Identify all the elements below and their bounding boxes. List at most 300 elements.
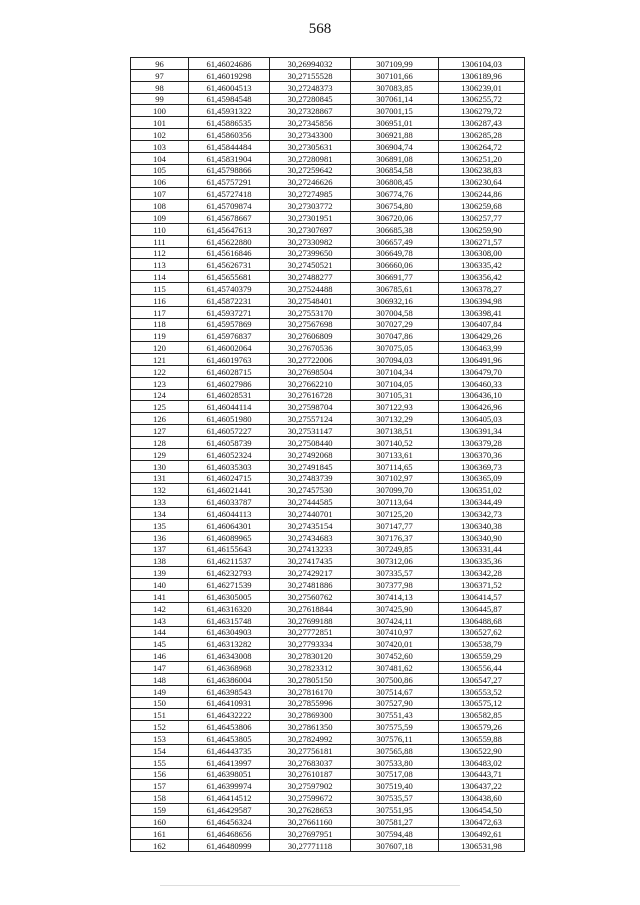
point-number-cell: 144 bbox=[131, 626, 189, 638]
point-number-cell: 124 bbox=[131, 389, 189, 401]
longitude-cell: 30,27444585 bbox=[270, 496, 351, 508]
y-coordinate-cell: 1306538,79 bbox=[439, 638, 525, 650]
latitude-cell: 61,46468656 bbox=[189, 827, 270, 839]
table-row bbox=[131, 448, 525, 460]
y-coordinate-cell: 1306479,70 bbox=[439, 365, 525, 377]
y-coordinate-cell: 1306378,27 bbox=[439, 283, 525, 295]
y-coordinate-cell: 1306356,42 bbox=[439, 271, 525, 283]
point-number-cell: 101 bbox=[131, 117, 189, 129]
y-coordinate-cell: 1306308,00 bbox=[439, 247, 525, 259]
x-coordinate-cell: 307101,66 bbox=[351, 69, 439, 81]
longitude-cell: 30,27830120 bbox=[270, 650, 351, 662]
longitude-cell: 30,26994032 bbox=[270, 58, 351, 70]
y-coordinate-cell: 1306365,09 bbox=[439, 472, 525, 484]
latitude-cell: 61,45622880 bbox=[189, 235, 270, 247]
point-number-cell: 134 bbox=[131, 508, 189, 520]
x-coordinate-cell: 306785,61 bbox=[351, 283, 439, 295]
table-row bbox=[131, 247, 525, 259]
point-number-cell: 112 bbox=[131, 247, 189, 259]
longitude-cell: 30,27610187 bbox=[270, 768, 351, 780]
y-coordinate-cell: 1306371,52 bbox=[439, 579, 525, 591]
x-coordinate-cell: 307312,06 bbox=[351, 555, 439, 567]
longitude-cell: 30,27413233 bbox=[270, 543, 351, 555]
point-number-cell: 126 bbox=[131, 413, 189, 425]
table-row bbox=[131, 259, 525, 271]
latitude-cell: 61,46271539 bbox=[189, 579, 270, 591]
point-number-cell: 158 bbox=[131, 792, 189, 804]
latitude-cell: 61,46155643 bbox=[189, 543, 270, 555]
table-row bbox=[131, 697, 525, 709]
y-coordinate-cell: 1306251,20 bbox=[439, 152, 525, 164]
x-coordinate-cell: 307138,51 bbox=[351, 425, 439, 437]
latitude-cell: 61,45872231 bbox=[189, 294, 270, 306]
x-coordinate-cell: 306774,76 bbox=[351, 188, 439, 200]
y-coordinate-cell: 1306189,96 bbox=[439, 69, 525, 81]
longitude-cell: 30,27599672 bbox=[270, 792, 351, 804]
x-coordinate-cell: 307377,98 bbox=[351, 579, 439, 591]
table-row bbox=[131, 650, 525, 662]
point-number-cell: 99 bbox=[131, 93, 189, 105]
latitude-cell: 61,45616846 bbox=[189, 247, 270, 259]
latitude-cell: 61,45957869 bbox=[189, 318, 270, 330]
point-number-cell: 121 bbox=[131, 354, 189, 366]
x-coordinate-cell: 307424,11 bbox=[351, 614, 439, 626]
table-row bbox=[131, 756, 525, 768]
point-number-cell: 154 bbox=[131, 744, 189, 756]
x-coordinate-cell: 307105,31 bbox=[351, 389, 439, 401]
longitude-cell: 30,27328867 bbox=[270, 105, 351, 117]
table-row bbox=[131, 816, 525, 828]
point-number-cell: 108 bbox=[131, 200, 189, 212]
point-number-cell: 103 bbox=[131, 140, 189, 152]
point-number-cell: 127 bbox=[131, 425, 189, 437]
x-coordinate-cell: 307249,85 bbox=[351, 543, 439, 555]
longitude-cell: 30,27248373 bbox=[270, 81, 351, 93]
table-row bbox=[131, 484, 525, 496]
point-number-cell: 120 bbox=[131, 342, 189, 354]
latitude-cell: 61,46429587 bbox=[189, 804, 270, 816]
table-row bbox=[131, 531, 525, 543]
point-number-cell: 118 bbox=[131, 318, 189, 330]
table-row bbox=[131, 93, 525, 105]
x-coordinate-cell: 307594,48 bbox=[351, 827, 439, 839]
table-row bbox=[131, 579, 525, 591]
y-coordinate-cell: 1306398,41 bbox=[439, 306, 525, 318]
point-number-cell: 149 bbox=[131, 685, 189, 697]
table-row bbox=[131, 839, 525, 851]
longitude-cell: 30,27771118 bbox=[270, 839, 351, 851]
point-number-cell: 156 bbox=[131, 768, 189, 780]
y-coordinate-cell: 1306369,73 bbox=[439, 460, 525, 472]
y-coordinate-cell: 1306391,34 bbox=[439, 425, 525, 437]
longitude-cell: 30,27855996 bbox=[270, 697, 351, 709]
latitude-cell: 61,45931322 bbox=[189, 105, 270, 117]
y-coordinate-cell: 1306437,22 bbox=[439, 780, 525, 792]
latitude-cell: 61,46024715 bbox=[189, 472, 270, 484]
table-row bbox=[131, 508, 525, 520]
table-row bbox=[131, 709, 525, 721]
longitude-cell: 30,27597902 bbox=[270, 780, 351, 792]
point-number-cell: 146 bbox=[131, 650, 189, 662]
x-coordinate-cell: 306720,06 bbox=[351, 211, 439, 223]
x-coordinate-cell: 306657,49 bbox=[351, 235, 439, 247]
x-coordinate-cell: 307099,70 bbox=[351, 484, 439, 496]
latitude-cell: 61,46002064 bbox=[189, 342, 270, 354]
table-row bbox=[131, 437, 525, 449]
table-row bbox=[131, 685, 525, 697]
longitude-cell: 30,27699188 bbox=[270, 614, 351, 626]
x-coordinate-cell: 307452,60 bbox=[351, 650, 439, 662]
latitude-cell: 61,45860356 bbox=[189, 129, 270, 141]
latitude-cell: 61,46456324 bbox=[189, 816, 270, 828]
table-row bbox=[131, 211, 525, 223]
longitude-cell: 30,27805150 bbox=[270, 673, 351, 685]
table-row bbox=[131, 638, 525, 650]
longitude-cell: 30,27434683 bbox=[270, 531, 351, 543]
longitude-cell: 30,27756181 bbox=[270, 744, 351, 756]
x-coordinate-cell: 307551,43 bbox=[351, 709, 439, 721]
table-row bbox=[131, 377, 525, 389]
point-number-cell: 122 bbox=[131, 365, 189, 377]
y-coordinate-cell: 1306463,99 bbox=[439, 342, 525, 354]
table-row bbox=[131, 389, 525, 401]
latitude-cell: 61,46398543 bbox=[189, 685, 270, 697]
latitude-cell: 61,46410931 bbox=[189, 697, 270, 709]
table-row bbox=[131, 768, 525, 780]
y-coordinate-cell: 1306335,42 bbox=[439, 259, 525, 271]
longitude-cell: 30,27553170 bbox=[270, 306, 351, 318]
y-coordinate-cell: 1306370,36 bbox=[439, 448, 525, 460]
latitude-cell: 61,46089965 bbox=[189, 531, 270, 543]
longitude-cell: 30,27307697 bbox=[270, 223, 351, 235]
table-row bbox=[131, 164, 525, 176]
x-coordinate-cell: 307004,58 bbox=[351, 306, 439, 318]
point-number-cell: 132 bbox=[131, 484, 189, 496]
longitude-cell: 30,27246626 bbox=[270, 176, 351, 188]
x-coordinate-cell: 307083,85 bbox=[351, 81, 439, 93]
point-number-cell: 153 bbox=[131, 733, 189, 745]
longitude-cell: 30,27557124 bbox=[270, 413, 351, 425]
table-row bbox=[131, 744, 525, 756]
point-number-cell: 117 bbox=[131, 306, 189, 318]
latitude-cell: 61,45678667 bbox=[189, 211, 270, 223]
latitude-cell: 61,46480999 bbox=[189, 839, 270, 851]
point-number-cell: 106 bbox=[131, 176, 189, 188]
latitude-cell: 61,45798866 bbox=[189, 164, 270, 176]
y-coordinate-cell: 1306579,26 bbox=[439, 721, 525, 733]
y-coordinate-cell: 1306436,10 bbox=[439, 389, 525, 401]
latitude-cell: 61,46028715 bbox=[189, 365, 270, 377]
x-coordinate-cell: 307575,59 bbox=[351, 721, 439, 733]
table-row bbox=[131, 614, 525, 626]
longitude-cell: 30,27274985 bbox=[270, 188, 351, 200]
x-coordinate-cell: 306808,45 bbox=[351, 176, 439, 188]
y-coordinate-cell: 1306331,44 bbox=[439, 543, 525, 555]
point-number-cell: 128 bbox=[131, 437, 189, 449]
table-row bbox=[131, 365, 525, 377]
point-number-cell: 116 bbox=[131, 294, 189, 306]
table-row bbox=[131, 413, 525, 425]
longitude-cell: 30,27869300 bbox=[270, 709, 351, 721]
table-row bbox=[131, 519, 525, 531]
longitude-cell: 30,27793334 bbox=[270, 638, 351, 650]
latitude-cell: 61,46313282 bbox=[189, 638, 270, 650]
latitude-cell: 61,46028531 bbox=[189, 389, 270, 401]
y-coordinate-cell: 1306335,36 bbox=[439, 555, 525, 567]
point-number-cell: 133 bbox=[131, 496, 189, 508]
longitude-cell: 30,27440701 bbox=[270, 508, 351, 520]
y-coordinate-cell: 1306460,33 bbox=[439, 377, 525, 389]
latitude-cell: 61,46021441 bbox=[189, 484, 270, 496]
y-coordinate-cell: 1306407,84 bbox=[439, 318, 525, 330]
point-number-cell: 119 bbox=[131, 330, 189, 342]
longitude-cell: 30,27823312 bbox=[270, 662, 351, 674]
x-coordinate-cell: 307607,18 bbox=[351, 839, 439, 851]
table-row bbox=[131, 152, 525, 164]
x-coordinate-cell: 307147,77 bbox=[351, 519, 439, 531]
y-coordinate-cell: 1306379,28 bbox=[439, 437, 525, 449]
longitude-cell: 30,27683037 bbox=[270, 756, 351, 768]
table-row bbox=[131, 223, 525, 235]
table-row bbox=[131, 662, 525, 674]
longitude-cell: 30,27155528 bbox=[270, 69, 351, 81]
latitude-cell: 61,46413997 bbox=[189, 756, 270, 768]
latitude-cell: 61,45655681 bbox=[189, 271, 270, 283]
y-coordinate-cell: 1306443,71 bbox=[439, 768, 525, 780]
coordinates-table-body bbox=[131, 58, 525, 852]
longitude-cell: 30,27670536 bbox=[270, 342, 351, 354]
x-coordinate-cell: 306951,01 bbox=[351, 117, 439, 129]
y-coordinate-cell: 1306527,62 bbox=[439, 626, 525, 638]
point-number-cell: 130 bbox=[131, 460, 189, 472]
longitude-cell: 30,27560762 bbox=[270, 590, 351, 602]
x-coordinate-cell: 307109,99 bbox=[351, 58, 439, 70]
table-row bbox=[131, 140, 525, 152]
table-row bbox=[131, 129, 525, 141]
latitude-cell: 61,46027986 bbox=[189, 377, 270, 389]
point-number-cell: 135 bbox=[131, 519, 189, 531]
x-coordinate-cell: 307094,03 bbox=[351, 354, 439, 366]
longitude-cell: 30,27662210 bbox=[270, 377, 351, 389]
latitude-cell: 61,46453806 bbox=[189, 721, 270, 733]
x-coordinate-cell: 307551,95 bbox=[351, 804, 439, 816]
latitude-cell: 61,46315748 bbox=[189, 614, 270, 626]
x-coordinate-cell: 307027,29 bbox=[351, 318, 439, 330]
table-row bbox=[131, 200, 525, 212]
x-coordinate-cell: 306691,77 bbox=[351, 271, 439, 283]
point-number-cell: 150 bbox=[131, 697, 189, 709]
x-coordinate-cell: 307420,01 bbox=[351, 638, 439, 650]
y-coordinate-cell: 1306287,43 bbox=[439, 117, 525, 129]
y-coordinate-cell: 1306279,72 bbox=[439, 105, 525, 117]
y-coordinate-cell: 1306522,90 bbox=[439, 744, 525, 756]
y-coordinate-cell: 1306559,88 bbox=[439, 733, 525, 745]
y-coordinate-cell: 1306438,60 bbox=[439, 792, 525, 804]
point-number-cell: 129 bbox=[131, 448, 189, 460]
table-row bbox=[131, 105, 525, 117]
point-number-cell: 142 bbox=[131, 602, 189, 614]
latitude-cell: 61,46343008 bbox=[189, 650, 270, 662]
table-row bbox=[131, 673, 525, 685]
y-coordinate-cell: 1306230,64 bbox=[439, 176, 525, 188]
latitude-cell: 61,45831904 bbox=[189, 152, 270, 164]
y-coordinate-cell: 1306342,73 bbox=[439, 508, 525, 520]
table-row bbox=[131, 176, 525, 188]
x-coordinate-cell: 307581,27 bbox=[351, 816, 439, 828]
x-coordinate-cell: 306649,78 bbox=[351, 247, 439, 259]
x-coordinate-cell: 307517,08 bbox=[351, 768, 439, 780]
x-coordinate-cell: 307410,97 bbox=[351, 626, 439, 638]
x-coordinate-cell: 306904,74 bbox=[351, 140, 439, 152]
table-row bbox=[131, 543, 525, 555]
latitude-cell: 61,45709874 bbox=[189, 200, 270, 212]
y-coordinate-cell: 1306547,27 bbox=[439, 673, 525, 685]
latitude-cell: 61,45844484 bbox=[189, 140, 270, 152]
table-row bbox=[131, 283, 525, 295]
longitude-cell: 30,27661160 bbox=[270, 816, 351, 828]
longitude-cell: 30,27697951 bbox=[270, 827, 351, 839]
latitude-cell: 61,46044114 bbox=[189, 401, 270, 413]
x-coordinate-cell: 307122,93 bbox=[351, 401, 439, 413]
y-coordinate-cell: 1306340,38 bbox=[439, 519, 525, 531]
longitude-cell: 30,27399650 bbox=[270, 247, 351, 259]
point-number-cell: 141 bbox=[131, 590, 189, 602]
longitude-cell: 30,27457530 bbox=[270, 484, 351, 496]
point-number-cell: 105 bbox=[131, 164, 189, 176]
longitude-cell: 30,27606809 bbox=[270, 330, 351, 342]
table-row bbox=[131, 733, 525, 745]
x-coordinate-cell: 307176,37 bbox=[351, 531, 439, 543]
latitude-cell: 61,45626731 bbox=[189, 259, 270, 271]
x-coordinate-cell: 307500,86 bbox=[351, 673, 439, 685]
x-coordinate-cell: 307102,97 bbox=[351, 472, 439, 484]
y-coordinate-cell: 1306492,61 bbox=[439, 827, 525, 839]
point-number-cell: 137 bbox=[131, 543, 189, 555]
table-row bbox=[131, 496, 525, 508]
latitude-cell: 61,46004513 bbox=[189, 81, 270, 93]
point-number-cell: 104 bbox=[131, 152, 189, 164]
longitude-cell: 30,27280845 bbox=[270, 93, 351, 105]
y-coordinate-cell: 1306582,85 bbox=[439, 709, 525, 721]
point-number-cell: 114 bbox=[131, 271, 189, 283]
x-coordinate-cell: 307335,57 bbox=[351, 567, 439, 579]
longitude-cell: 30,27524488 bbox=[270, 283, 351, 295]
point-number-cell: 100 bbox=[131, 105, 189, 117]
longitude-cell: 30,27301951 bbox=[270, 211, 351, 223]
table-row bbox=[131, 401, 525, 413]
longitude-cell: 30,27698504 bbox=[270, 365, 351, 377]
y-coordinate-cell: 1306259,68 bbox=[439, 200, 525, 212]
table-row bbox=[131, 590, 525, 602]
latitude-cell: 61,46398051 bbox=[189, 768, 270, 780]
y-coordinate-cell: 1306239,01 bbox=[439, 81, 525, 93]
latitude-cell: 61,46033787 bbox=[189, 496, 270, 508]
longitude-cell: 30,27628653 bbox=[270, 804, 351, 816]
scan-edge-line bbox=[160, 885, 460, 886]
longitude-cell: 30,27598704 bbox=[270, 401, 351, 413]
point-number-cell: 109 bbox=[131, 211, 189, 223]
point-number-cell: 143 bbox=[131, 614, 189, 626]
latitude-cell: 61,46399974 bbox=[189, 780, 270, 792]
x-coordinate-cell: 307414,13 bbox=[351, 590, 439, 602]
point-number-cell: 157 bbox=[131, 780, 189, 792]
latitude-cell: 61,46432222 bbox=[189, 709, 270, 721]
x-coordinate-cell: 307425,90 bbox=[351, 602, 439, 614]
y-coordinate-cell: 1306257,77 bbox=[439, 211, 525, 223]
longitude-cell: 30,27435154 bbox=[270, 519, 351, 531]
x-coordinate-cell: 307132,29 bbox=[351, 413, 439, 425]
table-row bbox=[131, 342, 525, 354]
longitude-cell: 30,27280981 bbox=[270, 152, 351, 164]
latitude-cell: 61,46316320 bbox=[189, 602, 270, 614]
point-number-cell: 113 bbox=[131, 259, 189, 271]
latitude-cell: 61,46035303 bbox=[189, 460, 270, 472]
longitude-cell: 30,27491845 bbox=[270, 460, 351, 472]
y-coordinate-cell: 1306244,86 bbox=[439, 188, 525, 200]
longitude-cell: 30,27481886 bbox=[270, 579, 351, 591]
latitude-cell: 61,46019298 bbox=[189, 69, 270, 81]
x-coordinate-cell: 307104,34 bbox=[351, 365, 439, 377]
point-number-cell: 98 bbox=[131, 81, 189, 93]
latitude-cell: 61,45727418 bbox=[189, 188, 270, 200]
point-number-cell: 152 bbox=[131, 721, 189, 733]
latitude-cell: 61,45647613 bbox=[189, 223, 270, 235]
x-coordinate-cell: 307104,05 bbox=[351, 377, 439, 389]
point-number-cell: 151 bbox=[131, 709, 189, 721]
table-row bbox=[131, 354, 525, 366]
table-row bbox=[131, 188, 525, 200]
table-row bbox=[131, 555, 525, 567]
point-number-cell: 160 bbox=[131, 816, 189, 828]
x-coordinate-cell: 307535,57 bbox=[351, 792, 439, 804]
point-number-cell: 148 bbox=[131, 673, 189, 685]
table-row bbox=[131, 460, 525, 472]
latitude-cell: 61,46058739 bbox=[189, 437, 270, 449]
x-coordinate-cell: 306921,88 bbox=[351, 129, 439, 141]
x-coordinate-cell: 307075,05 bbox=[351, 342, 439, 354]
y-coordinate-cell: 1306454,50 bbox=[439, 804, 525, 816]
longitude-cell: 30,27429217 bbox=[270, 567, 351, 579]
point-number-cell: 140 bbox=[131, 579, 189, 591]
longitude-cell: 30,27816170 bbox=[270, 685, 351, 697]
x-coordinate-cell: 306932,16 bbox=[351, 294, 439, 306]
latitude-cell: 61,46443735 bbox=[189, 744, 270, 756]
page-number: 568 bbox=[308, 21, 332, 37]
point-number-cell: 139 bbox=[131, 567, 189, 579]
latitude-cell: 61,46064301 bbox=[189, 519, 270, 531]
table-row bbox=[131, 58, 525, 70]
x-coordinate-cell: 307514,67 bbox=[351, 685, 439, 697]
y-coordinate-cell: 1306344,49 bbox=[439, 496, 525, 508]
latitude-cell: 61,46386004 bbox=[189, 673, 270, 685]
y-coordinate-cell: 1306394,98 bbox=[439, 294, 525, 306]
longitude-cell: 30,27483739 bbox=[270, 472, 351, 484]
longitude-cell: 30,27508440 bbox=[270, 437, 351, 449]
y-coordinate-cell: 1306531,98 bbox=[439, 839, 525, 851]
y-coordinate-cell: 1306429,26 bbox=[439, 330, 525, 342]
x-coordinate-cell: 307481,62 bbox=[351, 662, 439, 674]
x-coordinate-cell: 306854,58 bbox=[351, 164, 439, 176]
x-coordinate-cell: 307576,11 bbox=[351, 733, 439, 745]
longitude-cell: 30,27417435 bbox=[270, 555, 351, 567]
point-number-cell: 115 bbox=[131, 283, 189, 295]
x-coordinate-cell: 307527,90 bbox=[351, 697, 439, 709]
point-number-cell: 161 bbox=[131, 827, 189, 839]
longitude-cell: 30,27618844 bbox=[270, 602, 351, 614]
y-coordinate-cell: 1306488,68 bbox=[439, 614, 525, 626]
longitude-cell: 30,27450521 bbox=[270, 259, 351, 271]
latitude-cell: 61,46057227 bbox=[189, 425, 270, 437]
